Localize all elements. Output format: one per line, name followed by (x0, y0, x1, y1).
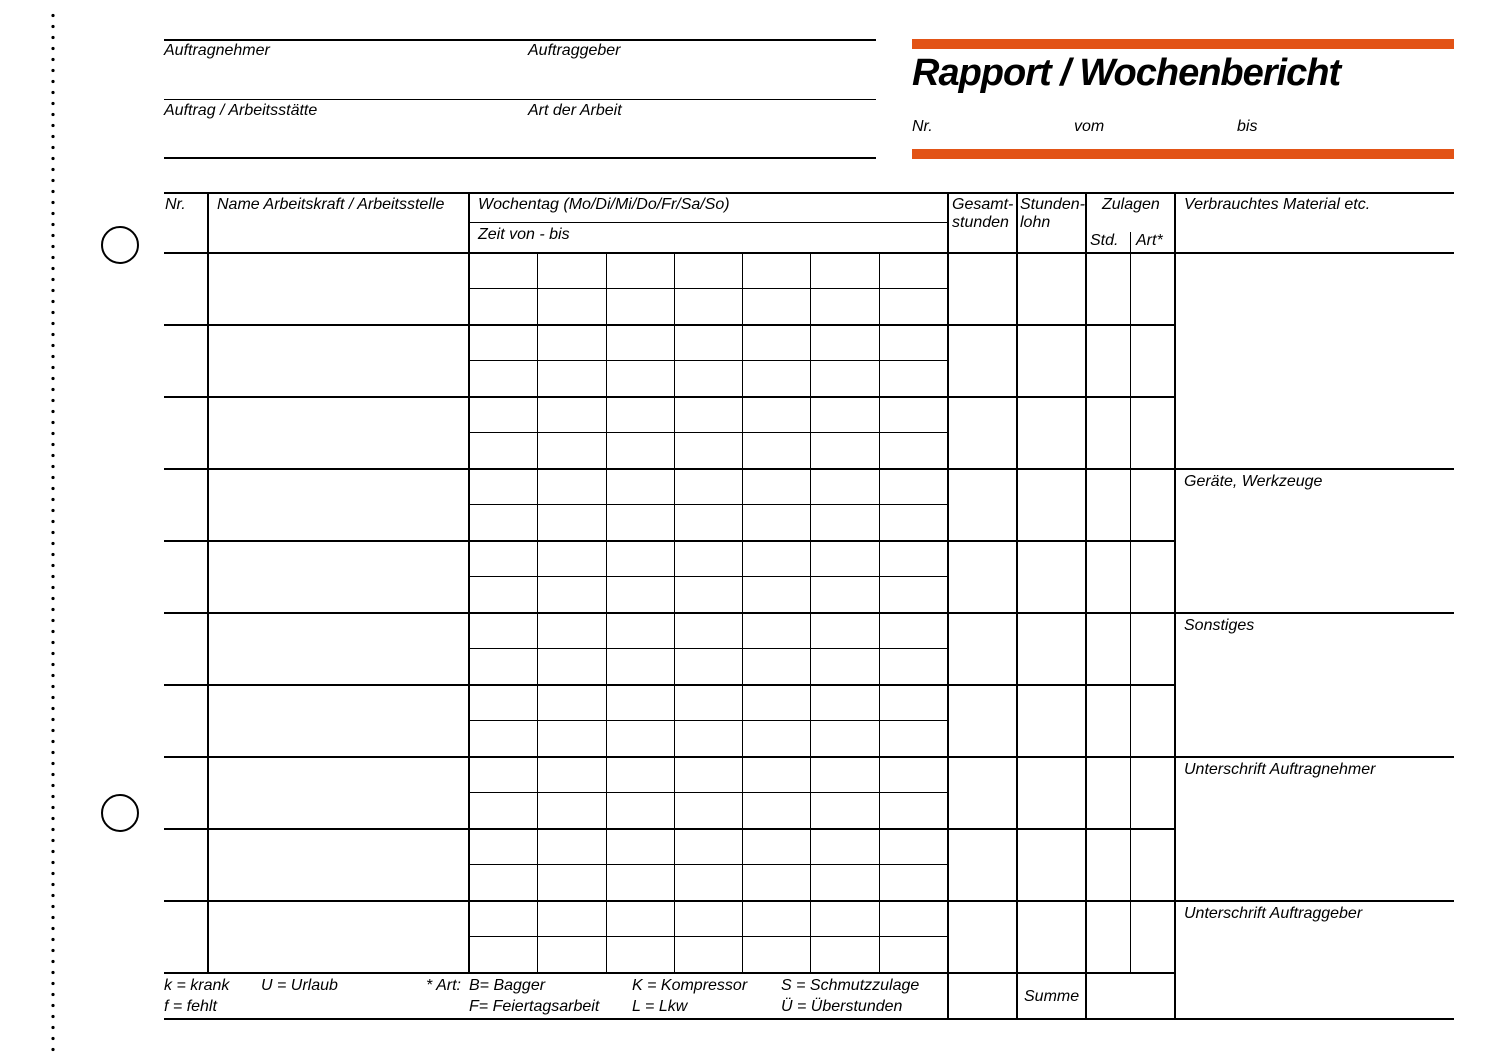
bis-label: bis (1237, 118, 1258, 135)
side-rule-geraete (1174, 468, 1454, 470)
day-col-divider (606, 252, 607, 972)
side-rule-unterschrift-ag (1174, 900, 1454, 902)
col-divider-lohn (1016, 192, 1018, 1018)
art-der-arbeit-label: Art der Arbeit (528, 102, 622, 119)
col-nr-header: Nr. (165, 196, 186, 213)
table-half-row-rule (469, 288, 947, 289)
day-col-divider (879, 252, 880, 972)
table-row-rule (164, 324, 1175, 326)
table-row-rule (164, 684, 1175, 686)
summe-label: Summe (1024, 988, 1080, 1005)
legend-bagger: B= Bagger (469, 977, 546, 994)
wochentag-divider (469, 222, 947, 223)
legend-schmutzzulage: S = Schmutzzulage (781, 977, 920, 994)
table-top-rule (164, 192, 1454, 194)
side-rule-sonstiges (1174, 612, 1454, 614)
table-row-rule (164, 540, 1175, 542)
col-zulagen-header: Zulagen (1102, 196, 1160, 213)
header-top-rule (164, 39, 876, 41)
table-half-row-rule (469, 648, 947, 649)
table-half-row-rule (469, 576, 947, 577)
day-col-divider (742, 252, 743, 972)
day-col-divider (537, 252, 538, 972)
table-row-rule (164, 900, 1175, 902)
auftragnehmer-label: Auftragnehmer (164, 42, 270, 59)
vom-label: vom (1074, 118, 1105, 135)
table-row-rule (164, 972, 1175, 974)
unterschrift-auftragnehmer-label: Unterschrift Auftragnehmer (1184, 761, 1376, 778)
legend-art-label: * Art: (426, 977, 461, 994)
side-rule-material (1174, 252, 1454, 254)
col-divider-name (468, 192, 470, 972)
auftraggeber-label: Auftraggeber (528, 42, 621, 59)
col-std-header: Std. (1090, 232, 1119, 249)
col-divider-zulagen (1085, 192, 1087, 1018)
perforation-line (51, 10, 55, 1055)
table-row-rule (164, 468, 1175, 470)
col-gesamtstunden-header: Gesamt- stunden (952, 196, 1014, 232)
col-wochentag-header: Wochentag (Mo/Di/Mi/Do/Fr/Sa/So) (478, 196, 730, 213)
table-row-rule (164, 756, 1175, 758)
legend-ueberstunden: Ü = Überstunden (781, 998, 903, 1015)
legend-kompressor: K = Kompressor (632, 977, 748, 994)
col-name-header: Name Arbeitskraft / Arbeitsstelle (217, 196, 445, 213)
side-rule-unterschrift-an (1174, 756, 1454, 758)
table-row-rule (164, 396, 1175, 398)
day-col-divider (810, 252, 811, 972)
table-half-row-rule (469, 504, 947, 505)
unterschrift-auftraggeber-label: Unterschrift Auftraggeber (1184, 905, 1363, 922)
table-bottom-rule (164, 1018, 1454, 1020)
col-divider-nr (207, 192, 209, 972)
col-divider-material (1174, 192, 1176, 1018)
nr-label: Nr. (912, 118, 933, 135)
legend-lkw: L = Lkw (632, 998, 688, 1015)
col-zeit-header: Zeit von - bis (478, 226, 570, 243)
col-divider-std-art (1130, 232, 1131, 972)
day-col-divider (674, 252, 675, 972)
legend-fehlt: f = fehlt (164, 998, 217, 1015)
table-half-row-rule (469, 936, 947, 937)
table-row-rule (164, 612, 1175, 614)
auftrag-label: Auftrag / Arbeitsstätte (164, 102, 318, 119)
table-half-row-rule (469, 432, 947, 433)
header-mid-rule (164, 99, 876, 100)
header-bottom-rule (164, 157, 876, 159)
punch-hole-top (101, 226, 139, 264)
legend-krank: k = krank (164, 977, 230, 994)
col-art-header: Art* (1136, 232, 1163, 249)
legend-feiertag: F= Feiertagsarbeit (469, 998, 600, 1015)
table-half-row-rule (469, 360, 947, 361)
punch-hole-bottom (101, 794, 139, 832)
orange-bar-bottom (912, 149, 1454, 159)
table-half-row-rule (469, 864, 947, 865)
col-material-header: Verbrauchtes Material etc. (1184, 196, 1371, 213)
sonstiges-label: Sonstiges (1184, 617, 1255, 634)
table-half-row-rule (469, 792, 947, 793)
form-title: Rapport / Wochenbericht (912, 52, 1341, 94)
table-row-rule (164, 828, 1175, 830)
geraete-label: Geräte, Werkzeuge (1184, 473, 1323, 490)
col-stundenlohn-header: Stunden- lohn (1020, 196, 1085, 232)
orange-bar-top (912, 39, 1454, 49)
table-half-row-rule (469, 720, 947, 721)
table-row-rule (164, 252, 1175, 254)
col-divider-gesamt (947, 192, 949, 1018)
legend-urlaub: U = Urlaub (261, 977, 338, 994)
